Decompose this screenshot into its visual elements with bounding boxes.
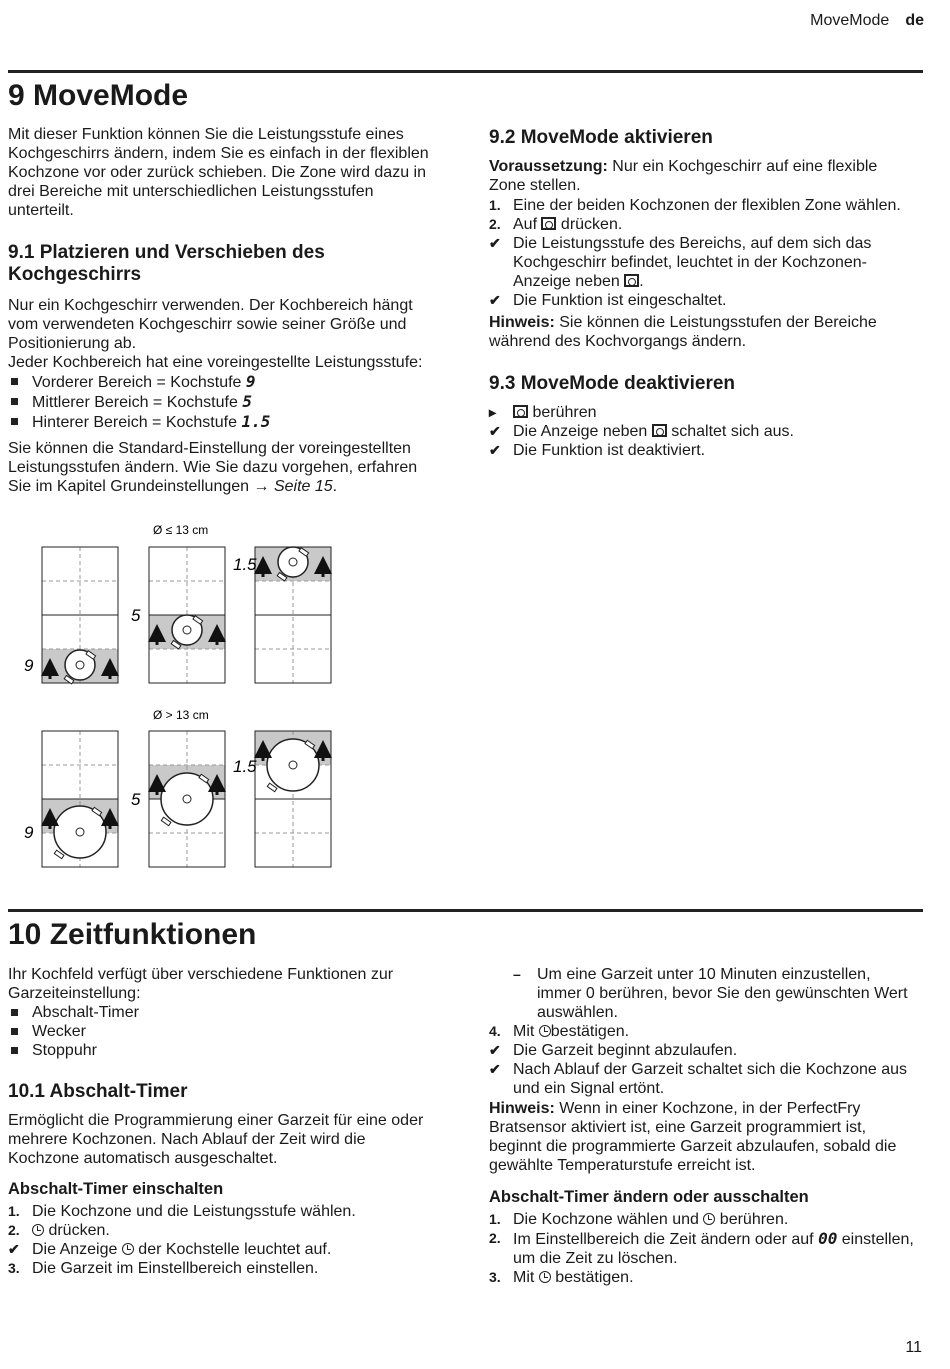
level-display: 1.5 (241, 412, 271, 431)
header-section: MoveMode (810, 12, 890, 29)
section-9-3-title: 9.3 MoveMode deaktivieren (489, 373, 736, 394)
list-item: Stoppuhr (8, 1041, 440, 1060)
list-item: 3. Mit bestätigen. (489, 1269, 634, 1286)
chapter-10-intro: Ihr Kochfeld verfügt über verschiedene Funktionen zur Garzeiteinstellung: (8, 966, 394, 1002)
level-label: 5 (131, 606, 141, 625)
diagram-large-pot (24, 731, 331, 867)
list-item: 1. Eine der beiden Kochzonen der flexiblen Zone wählen. (489, 197, 901, 214)
page-reference-link[interactable]: Seite 15 (273, 478, 333, 495)
section-10-1-text: Ermöglicht die Programmierung einer Garzeit für eine oder mehrere Kochzonen. Nach Ablauf der Zeit wird die Kochzone automatisch ausgeschaltet. (8, 1112, 424, 1167)
movemode-icon (652, 424, 667, 437)
chapter-9-right-column (489, 127, 917, 460)
list-item: ✔ Die Funktion ist deaktiviert. (489, 442, 706, 459)
list-item: ✔ Die Garzeit beginnt abzulaufen. (489, 1042, 738, 1059)
chapter-9-title: 9 MoveMode (8, 79, 189, 112)
figure-label-large: Ø > 13 cm (153, 708, 209, 722)
timer-change-steps (489, 1210, 917, 1287)
clock-icon (32, 1224, 44, 1236)
list-item: ▸ berühren (489, 404, 597, 421)
timer-on-steps-right (489, 965, 917, 1098)
list-item: 2. Auf drücken. (489, 216, 623, 233)
level-display: 5 (242, 392, 252, 411)
section-10-1-title: 10.1 Abschalt-Timer (8, 1081, 188, 1102)
clock-icon (122, 1243, 134, 1255)
list-item: Vorderer Bereich = Kochstufe 9 (8, 372, 440, 392)
time-function-list (8, 1003, 440, 1060)
list-item: 2. drücken. (8, 1222, 110, 1239)
section-9-1-p3: Sie können die Standard-Einstellung der voreingestellten Leistungsstufen ändern. Wie Sie dazu vorgehen, erfahren Sie im Kapitel Grundeinstellungen → Seite 15. (8, 440, 418, 495)
section-9-1-title: 9.1 Platzieren und Verschieben des Kochgeschirrs (8, 242, 325, 285)
subsection-timer-on: Abschalt-Timer einschalten (8, 1180, 224, 1198)
figure-label-small: Ø ≤ 13 cm (153, 523, 209, 537)
clock-icon (539, 1025, 551, 1037)
level-label: 1.5 (233, 757, 257, 776)
chapter-9-intro: Mit dieser Funktion können Sie die Leistungsstufe eines Kochgeschirrs ändern, indem Sie es einfach in der flexiblen Kochzone vor oder zurück schieben. Die Zone wird dazu in drei Bereiche mit unterschiedlichen Leistungsstufen unterteilt. (8, 126, 429, 219)
list-item: ✔ Die Anzeige der Kochstelle leuchtet auf. (8, 1241, 332, 1258)
deactivate-steps (489, 403, 917, 460)
level-display: 9 (245, 372, 256, 391)
section-9-1-p1: Nur ein Kochgeschirr verwenden. Der Kochbereich hängt vom verwendeten Kochgeschirr sowie seiner Größe und Positionierung ab. (8, 297, 413, 352)
list-item: 3. Die Garzeit im Einstellbereich einstellen. (8, 1260, 319, 1277)
movemode-icon (624, 274, 639, 287)
page-header (810, 12, 924, 30)
list-item: ✔ Die Anzeige neben schaltet sich aus. (489, 423, 794, 440)
subsection-timer-change: Abschalt-Timer ändern oder ausschalten (489, 1188, 809, 1206)
movemode-icon (541, 217, 556, 230)
list-item: 1. Die Kochzone und die Leistungsstufe wählen. (8, 1203, 356, 1220)
chapter-rule (8, 70, 923, 73)
page-number: 11 (905, 1339, 922, 1356)
movemode-icon (513, 405, 528, 418)
list-item: ✔ Die Funktion ist eingeschaltet. (489, 292, 727, 309)
list-item: Wecker (8, 1022, 440, 1041)
list-item: ✔ Die Leistungsstufe des Bereichs, auf dem sich das Kochgeschirr befindet, leuchtet in der Kochzonen-Anzeige neben . (489, 235, 872, 290)
requirement: Voraussetzung: Nur ein Kochgeschirr auf eine flexible Zone stellen. (489, 158, 878, 194)
chapter-10-right-column (489, 965, 917, 1287)
list-item: Mittlerer Bereich = Kochstufe 5 (8, 392, 440, 412)
list-item: 2. Im Einstellbereich die Zeit ändern oder auf 00 einstellen, um die Zeit zu löschen. (489, 1229, 914, 1267)
activate-steps (489, 196, 917, 310)
list-item: Hinterer Bereich = Kochstufe 1.5 (8, 412, 440, 432)
list-item: ✔ Nach Ablauf der Garzeit schaltet sich die Kochzone aus und ein Signal ertönt. (489, 1061, 907, 1097)
chapter-9-left-column (8, 125, 440, 496)
clock-icon (703, 1213, 715, 1225)
note: Hinweis: Wenn in einer Kochzone, in der PerfectFry Bratsensor aktiviert ist, eine Garzeit programmiert ist, beginnt die programmierte Garzeit abzulaufen, sobald die gewählte Temperaturstufe erreicht ist. (489, 1100, 897, 1174)
chapter-rule (8, 909, 923, 912)
list-item: 1. Die Kochzone wählen und berühren. (489, 1211, 789, 1228)
list-item: – Um eine Garzeit unter 10 Minuten einzustellen, immer 0 berühren, bevor Sie den gewünschten Wert auswählen. (513, 966, 908, 1021)
list-item: Abschalt-Timer (8, 1003, 440, 1022)
clock-icon (539, 1271, 551, 1283)
note: Hinweis: Sie können die Leistungsstufen der Bereiche während des Kochvorgangs ändern. (489, 314, 877, 350)
list-item: 4. Mit bestätigen. (489, 1023, 630, 1040)
movemode-figure (15, 518, 345, 873)
level-label: 1.5 (233, 555, 257, 574)
level-label: 5 (131, 790, 141, 809)
level-label: 9 (24, 823, 34, 842)
level-list (8, 372, 440, 432)
header-lang: de (905, 12, 924, 29)
level-label: 9 (24, 656, 34, 675)
chapter-10-left-column (8, 965, 440, 1278)
diagram-small-pot (24, 547, 331, 684)
section-9-1-p2: Jeder Kochbereich hat eine voreingestellte Leistungsstufe: (8, 354, 423, 371)
chapter-10-title: 10 Zeitfunktionen (8, 918, 257, 951)
timer-on-steps-left (8, 1202, 440, 1278)
time-display: 00 (818, 1229, 838, 1248)
section-9-2-title: 9.2 MoveMode aktivieren (489, 127, 713, 148)
